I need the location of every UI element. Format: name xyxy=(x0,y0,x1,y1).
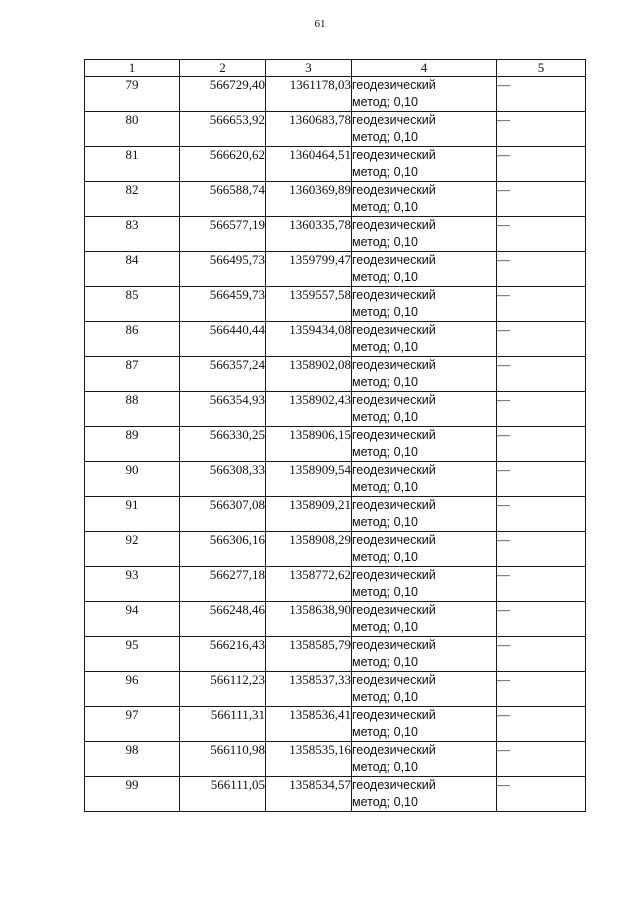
method-line: метод; 0,10 xyxy=(352,480,418,494)
method-line: геодезический xyxy=(352,638,436,652)
note-cell: — xyxy=(497,497,586,532)
note-cell: — xyxy=(497,672,586,707)
method-line: геодезический xyxy=(352,393,436,407)
y-coordinate-cell: 1358535,16 xyxy=(266,742,352,777)
point-number-cell: 83 xyxy=(85,217,180,252)
method-line: геодезический xyxy=(352,568,436,582)
table-row xyxy=(85,602,586,637)
method-line: метод; 0,10 xyxy=(352,340,418,354)
method-cell xyxy=(352,287,497,322)
method-cell xyxy=(352,217,497,252)
method-line: метод; 0,10 xyxy=(352,130,418,144)
note-cell: — xyxy=(497,602,586,637)
method-cell xyxy=(352,777,497,812)
method-line: геодезический xyxy=(352,603,436,617)
method-line: метод; 0,10 xyxy=(352,725,418,739)
x-coordinate-cell: 566729,40 xyxy=(180,77,266,112)
method-cell xyxy=(352,182,497,217)
table-row xyxy=(85,462,586,497)
y-coordinate-cell: 1358902,43 xyxy=(266,392,352,427)
method-cell xyxy=(352,637,497,672)
note-cell: — xyxy=(497,427,586,462)
method-line: метод; 0,10 xyxy=(352,200,418,214)
table-row xyxy=(85,637,586,672)
note-cell: — xyxy=(497,777,586,812)
method-line: геодезический xyxy=(352,218,436,232)
method-cell xyxy=(352,77,497,112)
x-coordinate-cell: 566357,24 xyxy=(180,357,266,392)
point-number-cell: 97 xyxy=(85,707,180,742)
method-line: метод; 0,10 xyxy=(352,795,418,809)
note-cell: — xyxy=(497,637,586,672)
method-line: геодезический xyxy=(352,708,436,722)
y-coordinate-cell: 1359434,08 xyxy=(266,322,352,357)
point-number-cell: 92 xyxy=(85,532,180,567)
method-cell xyxy=(352,357,497,392)
x-coordinate-cell: 566577,19 xyxy=(180,217,266,252)
point-number-cell: 99 xyxy=(85,777,180,812)
point-number-cell: 91 xyxy=(85,497,180,532)
method-line: геодезический xyxy=(352,673,436,687)
point-number-cell: 84 xyxy=(85,252,180,287)
y-coordinate-cell: 1358638,90 xyxy=(266,602,352,637)
method-line: геодезический xyxy=(352,78,436,92)
y-coordinate-cell: 1358909,54 xyxy=(266,462,352,497)
point-number-cell: 93 xyxy=(85,567,180,602)
method-line: геодезический xyxy=(352,463,436,477)
method-line: геодезический xyxy=(352,498,436,512)
point-number-cell: 87 xyxy=(85,357,180,392)
note-cell: — xyxy=(497,147,586,182)
table-row xyxy=(85,742,586,777)
method-line: геодезический xyxy=(352,358,436,372)
method-line: метод; 0,10 xyxy=(352,515,418,529)
point-number-cell: 80 xyxy=(85,112,180,147)
method-cell xyxy=(352,532,497,567)
x-coordinate-cell: 566277,18 xyxy=(180,567,266,602)
table-row xyxy=(85,287,586,322)
method-line: метод; 0,10 xyxy=(352,410,418,424)
method-line: метод; 0,10 xyxy=(352,165,418,179)
method-line: метод; 0,10 xyxy=(352,760,418,774)
x-coordinate-cell: 566620,62 xyxy=(180,147,266,182)
x-coordinate-cell: 566354,93 xyxy=(180,392,266,427)
x-coordinate-cell: 566248,46 xyxy=(180,602,266,637)
method-line: метод; 0,10 xyxy=(352,235,418,249)
y-coordinate-cell: 1360464,51 xyxy=(266,147,352,182)
point-number-cell: 90 xyxy=(85,462,180,497)
point-number-cell: 98 xyxy=(85,742,180,777)
method-line: геодезический xyxy=(352,253,436,267)
page-number: 61 xyxy=(314,18,326,30)
table-row xyxy=(85,707,586,742)
method-cell xyxy=(352,672,497,707)
method-cell xyxy=(352,497,497,532)
table-header-row xyxy=(85,60,586,77)
y-coordinate-cell: 1358536,41 xyxy=(266,707,352,742)
method-cell xyxy=(352,707,497,742)
point-number-cell: 81 xyxy=(85,147,180,182)
x-coordinate-cell: 566459,73 xyxy=(180,287,266,322)
y-coordinate-cell: 1358908,29 xyxy=(266,532,352,567)
table-row xyxy=(85,112,586,147)
x-coordinate-cell: 566653,92 xyxy=(180,112,266,147)
method-cell xyxy=(352,392,497,427)
table-row xyxy=(85,777,586,812)
y-coordinate-cell: 1358772,62 xyxy=(266,567,352,602)
y-coordinate-cell: 1359557,58 xyxy=(266,287,352,322)
method-line: метод; 0,10 xyxy=(352,95,418,109)
header-col-3: 3 xyxy=(266,60,352,77)
point-number-cell: 86 xyxy=(85,322,180,357)
note-cell: — xyxy=(497,217,586,252)
method-line: геодезический xyxy=(352,533,436,547)
point-number-cell: 79 xyxy=(85,77,180,112)
y-coordinate-cell: 1358585,79 xyxy=(266,637,352,672)
note-cell: — xyxy=(497,742,586,777)
method-line: геодезический xyxy=(352,183,436,197)
method-line: геодезический xyxy=(352,428,436,442)
x-coordinate-cell: 566111,05 xyxy=(180,777,266,812)
note-cell: — xyxy=(497,112,586,147)
method-line: метод; 0,10 xyxy=(352,270,418,284)
table-row xyxy=(85,532,586,567)
method-line: геодезический xyxy=(352,288,436,302)
method-cell xyxy=(352,462,497,497)
point-number-cell: 96 xyxy=(85,672,180,707)
method-line: геодезический xyxy=(352,113,436,127)
method-line: метод; 0,10 xyxy=(352,375,418,389)
y-coordinate-cell: 1358906,15 xyxy=(266,427,352,462)
note-cell: — xyxy=(497,182,586,217)
method-line: геодезический xyxy=(352,148,436,162)
note-cell: — xyxy=(497,567,586,602)
method-cell xyxy=(352,112,497,147)
x-coordinate-cell: 566495,73 xyxy=(180,252,266,287)
note-cell: — xyxy=(497,462,586,497)
table-row xyxy=(85,147,586,182)
y-coordinate-cell: 1358902,08 xyxy=(266,357,352,392)
y-coordinate-cell: 1358537,33 xyxy=(266,672,352,707)
method-line: метод; 0,10 xyxy=(352,620,418,634)
method-line: геодезический xyxy=(352,778,436,792)
coordinates-table xyxy=(84,59,586,812)
method-line: геодезический xyxy=(352,323,436,337)
y-coordinate-cell: 1361178,03 xyxy=(266,77,352,112)
method-line: метод; 0,10 xyxy=(352,445,418,459)
table-row xyxy=(85,322,586,357)
header-col-5: 5 xyxy=(497,60,586,77)
table-row xyxy=(85,182,586,217)
y-coordinate-cell: 1359799,47 xyxy=(266,252,352,287)
table-row xyxy=(85,252,586,287)
x-coordinate-cell: 566111,31 xyxy=(180,707,266,742)
method-cell xyxy=(352,567,497,602)
table-row xyxy=(85,392,586,427)
x-coordinate-cell: 566306,16 xyxy=(180,532,266,567)
x-coordinate-cell: 566112,23 xyxy=(180,672,266,707)
table-row xyxy=(85,427,586,462)
method-line: метод; 0,10 xyxy=(352,585,418,599)
point-number-cell: 85 xyxy=(85,287,180,322)
table-row xyxy=(85,357,586,392)
y-coordinate-cell: 1358534,57 xyxy=(266,777,352,812)
x-coordinate-cell: 566110,98 xyxy=(180,742,266,777)
note-cell: — xyxy=(497,287,586,322)
method-line: метод; 0,10 xyxy=(352,655,418,669)
table-row xyxy=(85,217,586,252)
note-cell: — xyxy=(497,707,586,742)
x-coordinate-cell: 566588,74 xyxy=(180,182,266,217)
point-number-cell: 82 xyxy=(85,182,180,217)
y-coordinate-cell: 1360683,78 xyxy=(266,112,352,147)
x-coordinate-cell: 566307,08 xyxy=(180,497,266,532)
note-cell: — xyxy=(497,322,586,357)
y-coordinate-cell: 1360335,78 xyxy=(266,217,352,252)
header-col-4: 4 xyxy=(352,60,497,77)
method-cell xyxy=(352,427,497,462)
method-cell xyxy=(352,322,497,357)
method-line: метод; 0,10 xyxy=(352,305,418,319)
x-coordinate-cell: 566330,25 xyxy=(180,427,266,462)
method-cell xyxy=(352,147,497,182)
method-cell xyxy=(352,252,497,287)
y-coordinate-cell: 1358909,21 xyxy=(266,497,352,532)
note-cell: — xyxy=(497,532,586,567)
table-row xyxy=(85,497,586,532)
method-line: метод; 0,10 xyxy=(352,690,418,704)
y-coordinate-cell: 1360369,89 xyxy=(266,182,352,217)
note-cell: — xyxy=(497,77,586,112)
header-col-2: 2 xyxy=(180,60,266,77)
x-coordinate-cell: 566216,43 xyxy=(180,637,266,672)
table-row xyxy=(85,567,586,602)
point-number-cell: 89 xyxy=(85,427,180,462)
method-cell xyxy=(352,742,497,777)
header-col-1: 1 xyxy=(85,60,180,77)
point-number-cell: 94 xyxy=(85,602,180,637)
point-number-cell: 95 xyxy=(85,637,180,672)
method-cell xyxy=(352,602,497,637)
point-number-cell: 88 xyxy=(85,392,180,427)
table-row xyxy=(85,672,586,707)
note-cell: — xyxy=(497,252,586,287)
note-cell: — xyxy=(497,392,586,427)
x-coordinate-cell: 566440,44 xyxy=(180,322,266,357)
table-row xyxy=(85,77,586,112)
method-line: геодезический xyxy=(352,743,436,757)
method-line: метод; 0,10 xyxy=(352,550,418,564)
note-cell: — xyxy=(497,357,586,392)
table-body xyxy=(85,77,586,812)
x-coordinate-cell: 566308,33 xyxy=(180,462,266,497)
